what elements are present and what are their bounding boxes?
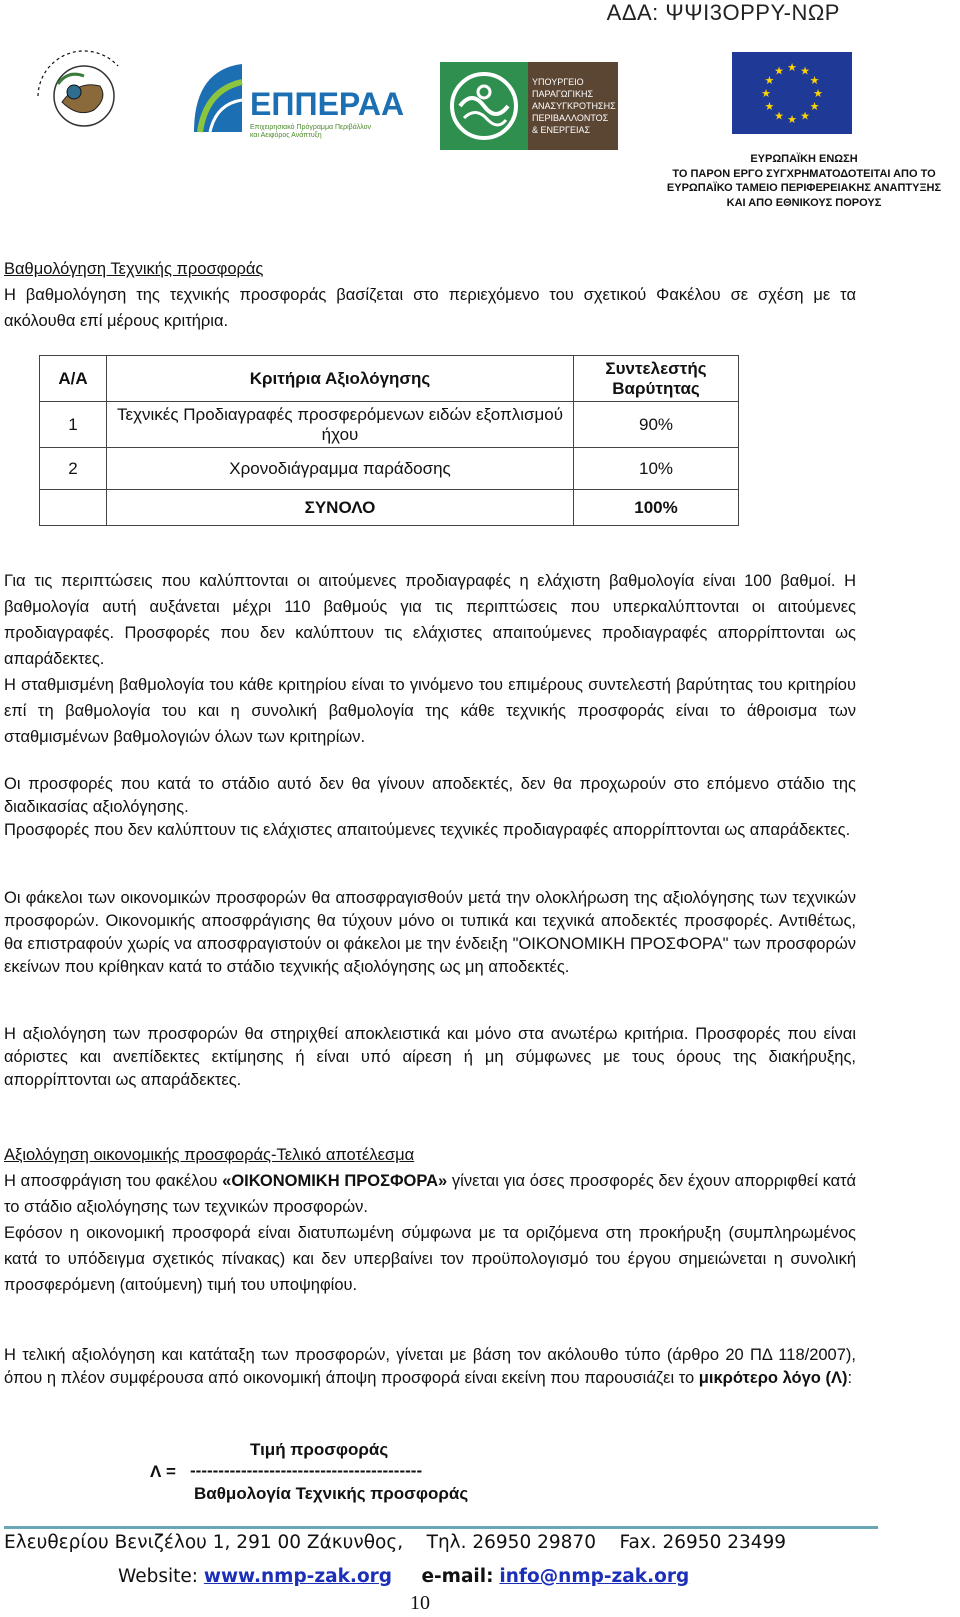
financial-p1-bold: «ΟΙΚΟΝΟΜΙΚΗ ΠΡΟΣΦΟΡΑ» — [222, 1172, 448, 1190]
ypeka-line: ΠΕΡΙΒΑΛΛΟΝΤΟΣ — [532, 113, 609, 123]
eu-star-icon: ★ — [787, 114, 797, 126]
footer-contact — [4, 1532, 786, 1553]
financial-p3 — [4, 1344, 856, 1390]
total-value: 100% — [574, 490, 739, 526]
total-empty — [40, 490, 107, 526]
eu-caption-line: ΕΥΡΩΠΑΪΚΗ ΕΝΩΣΗ — [750, 153, 858, 165]
ypeka-logo — [440, 62, 618, 150]
header-criterion: Κριτήρια Αξιολόγησης — [107, 356, 574, 402]
ada-code: ΑΔΑ: ΨΨΙ3ΟΡΡΥ-ΝΩΡ — [606, 0, 840, 25]
ypeka-text-panel — [528, 62, 618, 150]
eu-caption-line: ΤΟ ΠΑΡΟΝ ΕΡΓΟ ΣΥΓΧΡΗΜΑΤΟΔΟΤΕΙΤΑΙ ΑΠΟ ΤΟ — [672, 167, 936, 180]
footer-website-label: Website: — [118, 1566, 198, 1587]
technical-para1: Για τις περιπτώσεις που καλύπτονται οι αιτούμενες προδιαγραφές η ελάχιστη βαθμολογία είναι 100 βαθμοί. Η βαθμολογία αυτή αυξάνεται μέχρι 110 βαθμούς για τις περιπτώσεις που υπερκαλύπτονται οι αιτούμενες προδιαγραφές. Προσφορές που δεν καλύπτουν τις ελάχιστες απαιτούμενες προδιαγραφές απορρίπτονται ως απαράδεκτες. — [4, 572, 856, 668]
footer-website-link[interactable]: www.nmp-zak.org — [203, 1566, 393, 1587]
row-no: 2 — [40, 448, 107, 490]
eu-star-icon: ★ — [764, 75, 775, 87]
footer-fax: Fax. 26950 23499 — [619, 1532, 787, 1553]
page-number: 10 — [410, 1592, 430, 1614]
financial-p3-text: Η τελική αξιολόγηση και κατάταξη των προσφορών, γίνεται με βάση τον ακόλουθο τύπο (άρθρο 20 ΠΔ 118/2007), όπου η πλέον συμφέρουσα από οικονομική άποψη προσφορά είναι εκείνη που παρουσιάζει το — [4, 1346, 856, 1387]
formula-bar: ----------------------------------------- — [190, 1461, 423, 1480]
eu-star-icon: ★ — [774, 110, 784, 123]
technical-para6: Η αξιολόγηση των προσφορών θα στηριχθεί αποκλειστικά και μόνο στα ανωτέρω κριτήρια. Προσφορές που είναι αόριστες και ανεπίδεκτες εκτίμησης ή είναι υπό αίρεση ή μη σύμφωνες με τους όρους της διακήρυξης, απορρίπτονται ως απαράδεκτες. — [4, 1025, 856, 1089]
total-label: ΣΥΝΟΛΟ — [107, 490, 574, 526]
ypeka-emblem-icon — [440, 62, 528, 150]
eu-star-icon: ★ — [761, 88, 771, 100]
financial-p1-text: Η αποσφράγιση του φακέλου — [4, 1172, 223, 1190]
criteria-table — [39, 355, 739, 526]
eu-star-icon: ★ — [774, 65, 784, 78]
row-criterion: Τεχνικές Προδιαγραφές προσφερόμενων ειδών εξοπλισμού ήχου — [107, 402, 574, 448]
header-weight: Συντελεστής Βαρύτητας — [574, 356, 739, 402]
technical-para2: Η σταθμισμένη βαθμολογία του κάθε κριτηρίου είναι το γινόμενο του επιμέρους συντελεστή βαρύτητας του κριτηρίου επί τη βαθμολογία του και η συνολική βαθμολογία της κάθε τεχνικής προσφοράς είναι το άθροισμα των σταθμισμένων βαθμολογιών όλων των κριτηρίων. — [4, 676, 856, 746]
ypeka-line: & ΕΝΕΡΓΕΙΑΣ — [532, 125, 591, 135]
eu-caption — [646, 152, 960, 210]
financial-p3-text: : — [847, 1369, 853, 1387]
eu-star-icon: ★ — [809, 75, 820, 87]
financial-p1 — [4, 1168, 856, 1220]
ypeka-line: ΑΝΑΣΥΓΚΡΟΤΗΣΗΣ — [532, 101, 616, 111]
table-row — [40, 402, 739, 448]
financial-heading: Αξιολόγηση οικονομικής προσφοράς-Τελικό αποτέλεσμα — [4, 1146, 415, 1164]
ypeka-name — [532, 76, 616, 136]
eu-caption-line: ΕΥΡΩΠΑΪΚΟ ΤΑΜΕΙΟ ΠΕΡΙΦΕΡΕΙΑΚΗΣ ΑΝΑΠΤΥΞΗΣ — [666, 182, 942, 194]
footer-tel: Τηλ. 26950 29870 — [426, 1532, 596, 1553]
row-weight: 90% — [574, 402, 739, 448]
technical-para3: Οι προσφορές που κατά το στάδιο αυτό δεν θα γίνουν αποδεκτές, δεν θα προχωρούν στο επόμενο στάδιο της διαδικασίας αξιολόγησης. — [4, 775, 856, 816]
eu-flag-icon — [732, 52, 852, 134]
ypeka-line: ΥΠΟΥΡΓΕΙΟ — [532, 77, 584, 87]
table-row — [40, 448, 739, 490]
footer-email-label: e-mail: — [421, 1566, 494, 1587]
footer-links — [118, 1566, 689, 1587]
formula-denominator: Βαθμολογία Τεχνικής προσφοράς — [194, 1484, 469, 1503]
eu-star-icon: ★ — [813, 88, 823, 100]
technical-heading: Βαθμολόγηση Τεχνικής προσφοράς — [4, 260, 264, 278]
eu-star-icon: ★ — [787, 62, 797, 74]
footer-email-link[interactable]: info@nmp-zak.org — [499, 1566, 690, 1587]
technical-para4: Προσφορές που δεν καλύπτουν τις ελάχιστες απαιτούμενες τεχνικές προδιαγραφές απορρίπτονται ως απαράδεκτες. — [4, 821, 851, 839]
eu-star-icon: ★ — [809, 101, 820, 113]
formula-numerator: Τιμή προσφοράς — [250, 1440, 389, 1459]
eu-caption-line: ΚΑΙ ΑΠΟ ΕΘΝΙΚΟΥΣ ΠΟΡΟΥΣ — [726, 196, 882, 209]
header-no: Α/Α — [40, 356, 107, 402]
row-criterion: Χρονοδιάγραμμα παράδοσης — [107, 448, 574, 490]
table-header-row — [40, 356, 739, 402]
financial-p2: Εφόσον η οικονομική προσφορά είναι διατυπωμένη σύμφωνα με τα οριζόμενα στη προκήρυξη (συμπληρωμένος κατά το υπόδειγμα σχετικός πίνακας) και δεν υπερβαίνει τον προϋπολογισμό του έργου σημειώνεται η συνολική προσφερόμενη (αιτούμενη) τιμή του υποψηφίου. — [4, 1224, 856, 1294]
financial-p1-text: γίνεται για όσες προσφορές δεν έχουν απορριφθεί κατά το στάδιο αξιολόγησης των τεχνικών προσφορών. — [4, 1172, 856, 1216]
financial-p3-bold: μικρότερο λόγο (Λ) — [698, 1369, 848, 1387]
epperaa-subtitle: Επιχειρησιακό Πρόγραμμα Περιβάλλον και Αειφόρος Ανάπτυξη — [250, 124, 372, 139]
technical-intro: Η βαθμολόγηση της τεχνικής προσφοράς βασίζεται στο περιεχόμενο του σχετικού Φακέλου σε σχέση με τα ακόλουθα επί μέρους κριτήρια. — [4, 286, 856, 330]
zakynthos-park-logo-icon — [28, 40, 140, 152]
financial-section — [4, 1142, 856, 1298]
eu-star-icon: ★ — [800, 110, 810, 123]
row-no: 1 — [40, 402, 107, 448]
footer-divider — [4, 1526, 878, 1529]
formula-lhs: Λ = — [150, 1462, 176, 1481]
epperaa-wordmark: ΕΠΠΕΡΑΑ — [250, 86, 405, 122]
technical-section — [4, 256, 856, 334]
technical-para5: Οι φάκελοι των οικονομικών προσφορών θα αποσφραγισθούν μετά την ολοκλήρωση της αξιολόγησης των τεχνικών προσφορών. Οικονομικής αποσφράγισης θα τύχουν μόνο οι τυπικά και τεχνικά αποδεκτές προσφορές. Αντιθέτως, θα επιστραφούν χωρίς να αποσφραγιστούν οι φάκελοι με την ένδειξη "ΟΙΚΟΝΟΜΙΚΗ ΠΡΟΣΦΟΡΑ" των προσφορών εκείνων που κρίθηκαν κατά το στάδιο τεχνικής αξιολόγησης ως μη αποδεκτές. — [4, 889, 856, 976]
eu-star-icon: ★ — [764, 101, 775, 113]
table-total-row — [40, 490, 739, 526]
ypeka-line: ΠΑΡΑΓΩΓΙΚΗΣ — [532, 89, 594, 99]
footer-address: Ελευθερίου Βενιζέλου 1, 291 00 Ζάκυνθος, — [4, 1532, 404, 1553]
row-weight: 10% — [574, 448, 739, 490]
eu-star-icon: ★ — [800, 65, 810, 78]
epperaa-logo — [192, 60, 405, 142]
